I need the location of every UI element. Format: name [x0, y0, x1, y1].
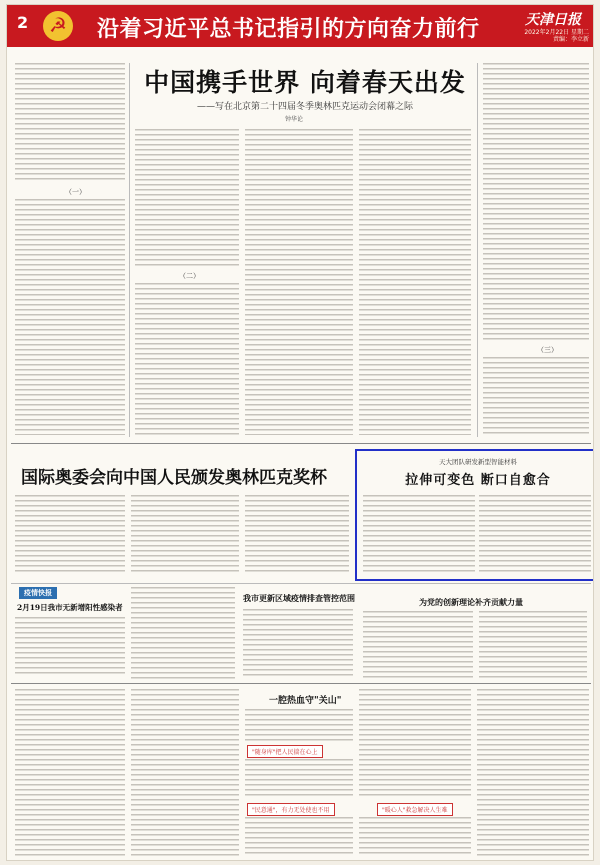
- section-mark: （三）: [537, 346, 558, 354]
- section-divider: [11, 583, 591, 584]
- body-text-block: [135, 283, 239, 435]
- right-headline: 为党的创新理论补齐贡献力量: [419, 597, 523, 607]
- section-divider: [11, 683, 591, 684]
- banner-title: 沿着习近平总书记指引的方向奋力前行: [97, 16, 480, 42]
- body-text-block: [245, 817, 353, 857]
- body-text-block: [131, 495, 239, 575]
- newspaper-logo: 天津日报: [525, 12, 581, 28]
- body-text-block: [479, 611, 587, 679]
- column-rule: [477, 63, 478, 437]
- body-text-block: [483, 357, 589, 435]
- body-text-block: [15, 495, 125, 575]
- body-text-block: [477, 689, 589, 857]
- column-rule: [129, 63, 130, 437]
- news-tag: 疫情快报: [19, 587, 57, 599]
- page-number: 2: [17, 13, 29, 32]
- body-text-block: [359, 689, 471, 799]
- highlight-headline: 拉伸可变色 断口自愈合: [405, 473, 551, 488]
- body-text-block: [245, 495, 349, 575]
- body-text-block: [245, 709, 353, 743]
- body-text-block: [15, 617, 125, 677]
- body-text-block: [15, 689, 125, 857]
- body-text-block: [15, 63, 125, 183]
- mid-headline: 我市更新区域疫情排查管控范围: [243, 593, 355, 603]
- lead-headline: 中国携手世界 向着春天出发: [144, 68, 466, 97]
- newspaper-page: [6, 4, 594, 861]
- body-text-block: [483, 63, 589, 343]
- body-text-block: [245, 129, 353, 435]
- body-text-block: [135, 129, 239, 269]
- sub-tag: "民意通"，有力无处使也不用: [247, 803, 335, 816]
- body-text-block: [359, 817, 471, 857]
- lower-headline: 一腔热血守"关山": [269, 696, 342, 706]
- section-mark: （二）: [179, 272, 200, 280]
- body-text-block: [359, 129, 471, 435]
- issue-meta: [524, 29, 589, 43]
- body-text-block: [131, 587, 235, 679]
- party-emblem-icon: [43, 11, 73, 41]
- issue-date: 2022年2月22日 星期二: [524, 29, 589, 36]
- body-text-block: [479, 495, 591, 575]
- issue-editor: 责编：李立新: [552, 36, 589, 43]
- sub-tag: "随身库"把人民揣在心上: [247, 745, 323, 758]
- highlight-kicker: 天大团队研发新型智能材料: [439, 458, 517, 466]
- body-text-block: [363, 611, 473, 679]
- lead-subhead: ——写在北京第二十四届冬季奥林匹克运动会闭幕之际: [196, 102, 413, 112]
- body-text-block: [131, 689, 239, 857]
- body-text-block: [363, 495, 475, 575]
- sub-tag: "暖心人"救急解决人生难: [377, 803, 453, 816]
- header-banner: [7, 5, 594, 47]
- covid-headline: 2月19日我市无新增阳性感染者: [17, 603, 123, 612]
- article-headline-ioc: 国际奥委会向中国人民颁发奥林匹克奖杯: [21, 468, 327, 488]
- body-text-block: [243, 609, 353, 679]
- section-mark: （一）: [65, 188, 86, 196]
- body-text-block: [15, 199, 125, 435]
- lead-byline: 钟华论: [285, 116, 304, 123]
- section-divider: [11, 443, 591, 444]
- highlighted-article[interactable]: [355, 449, 594, 581]
- body-text-block: [245, 759, 353, 799]
